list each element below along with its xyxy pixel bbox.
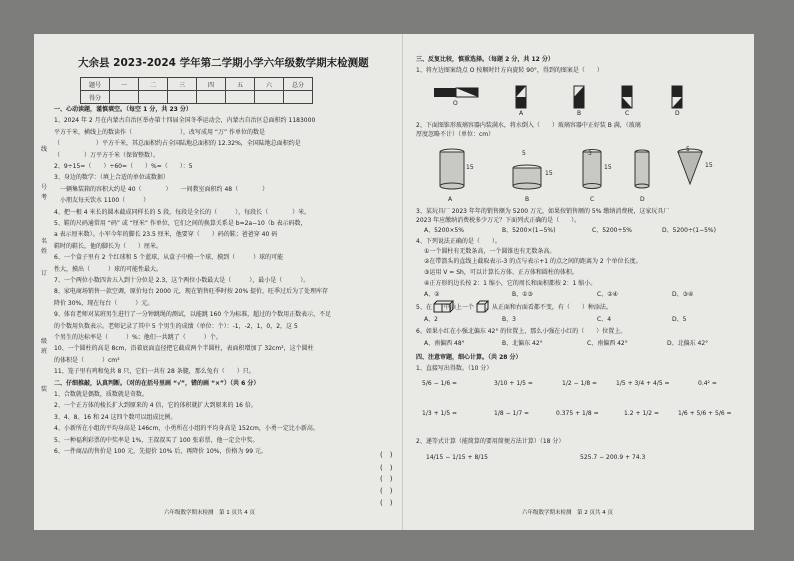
expression-2: 525.7 − 200.9 + 74.3	[580, 454, 646, 461]
calc-item: 1/2 − 1/8 =	[562, 380, 598, 387]
statement-item: ③运用 V = Sh，可以计算长方体、正方体和圆柱的体积。	[424, 269, 578, 276]
option-text: A、5200×5%	[424, 227, 464, 234]
question-line: 性大，摸出（ ）球的可能性最大。	[54, 265, 163, 273]
question-line: 4、小新所在小组的平均身高是 146cm，小勇所在小组的平均身高是 152cm，小勇一定比小新高。	[54, 425, 319, 433]
statement-item: ④正方形的边长按 2：1 缩小，它的周长和面积都按 2：1 缩小。	[424, 280, 597, 287]
option-text: C、4	[597, 316, 612, 323]
question-3-2: 2、下面图锥形玻璃容器内装满水，将水倒入（ ）玻璃容器中正好装 B 满，（玻璃	[416, 122, 641, 129]
option-label: D	[640, 196, 645, 203]
dimension-label: 3	[588, 150, 592, 157]
question-line: 3、4、8、16 和 24 这四个数可以组成比例。	[54, 413, 177, 421]
question-line: 2、一个正方体的棱长扩大到原来的 4 倍，它的体积就扩大到原来的 16 倍。	[54, 402, 257, 410]
score-cell: 六	[255, 78, 284, 91]
option-label: A	[448, 196, 453, 203]
question-line: 一辆集装箱的容积大约是 40（ ） 一间教室面积约 48（ ）	[54, 185, 269, 193]
option-a-pattern-icon	[516, 86, 526, 108]
option-text: B、北偏东 42°	[502, 340, 543, 347]
option-c-pattern-icon	[622, 86, 632, 108]
score-cell	[110, 91, 139, 104]
score-cell	[284, 91, 313, 104]
score-cell: 一	[110, 78, 139, 91]
question-line: 6、一件商品的售价是 100 元，先提价 10% 后，再降价 10%，价格为 99 元。	[54, 448, 267, 455]
option-label: C	[590, 196, 595, 203]
calc-item: 1/8 − 1/7 =	[494, 410, 530, 417]
option-label: B	[577, 110, 582, 117]
margin-label: 班	[40, 348, 47, 355]
margin-label: 姓	[40, 248, 47, 255]
calc-item: 3/10 + 1/5 =	[494, 380, 533, 387]
rotation-figures	[432, 84, 732, 116]
question-3-2-cont: 厚度忽略不计）（单位：cm）	[416, 131, 495, 138]
question-line: 小朋友每天饮水 1100（ ）	[54, 197, 150, 205]
calc-item: 1.2 + 1/2 =	[624, 410, 659, 417]
question-line: 2、9÷15=（ ）÷60=（ ）%=（ ）：5	[54, 163, 193, 170]
score-cell: 题号	[81, 78, 110, 91]
page-2	[402, 34, 754, 530]
score-cell: 二	[139, 78, 168, 91]
margin-label: 订	[40, 270, 47, 277]
option-text: A、2	[424, 316, 438, 323]
original-pattern-icon	[434, 88, 478, 97]
question-line: 的个数用负数表示。老师记录了其中 5 个男生的成绩（单位：个）：-1，-2，1，0，2，这 5	[54, 322, 298, 330]
option-text: B、①③	[512, 291, 533, 298]
question-line: 的体积是（ ）cm³	[54, 356, 120, 364]
calc-item: 1/3 + 1/5 =	[422, 410, 458, 417]
question-line: 降价 30%，现在每台（ ）元。	[54, 299, 154, 307]
calc-part-1: 1、直接写出得数。（10 分）	[416, 365, 493, 372]
option-label: A	[519, 110, 524, 117]
margin-label: 线	[40, 146, 47, 153]
dimension-label: 15	[705, 162, 713, 169]
question-line: 3、身边的数学：（填上合适的单位或数据）	[54, 174, 169, 182]
score-cell	[139, 91, 168, 104]
question-line: 11、笼子里有鸡和兔共 8 只，它们一共有 28 条腿，那么兔有（ ）只。	[54, 368, 255, 376]
question-3-5: 5、在 中添上一个 ，从正面和右面看都不变，有（ ）种添法。	[416, 304, 612, 311]
dimension-label: 5	[522, 150, 526, 157]
question-line: 7、一个两位小数四舍五入到十分位是 2.3，这个两位小数最大是（ ），最小是（ ）。	[54, 277, 310, 284]
score-cell	[197, 91, 226, 104]
cylinder-d-icon	[635, 150, 649, 188]
option-text: A、②	[424, 291, 440, 298]
question-line: 10、一个圆柱的高是 8cm，沿着底面直径把它截成两个半圆柱，表面积增加了 32cm²，这个圆柱	[54, 345, 314, 353]
question-3-4: 4、下列说法正确的是（ ）。	[416, 238, 501, 245]
margin-label: 装	[40, 386, 47, 393]
statement-item: ②在带箭头的直线上截取表示-3 的点与表示+1 的点之间的距离为 2 个单位长度。	[424, 258, 642, 265]
section-4-heading: 四、注意审题，细心计算。（共 28 分）	[416, 354, 522, 361]
question-line: 4、把一根 4 米长的圆木截成同样长的 5 段，每段是全长的（ ），每段长（ ）米。	[54, 208, 311, 216]
question-line: 鞋时的鞋长，他的脚长为（ ）厘米。	[54, 242, 163, 250]
answer-paren: ( )	[380, 451, 393, 459]
cone-container-icon	[678, 149, 702, 184]
dimension-label: 15	[545, 170, 553, 177]
expression-1: 14/15 − 1/15 + 8/15	[426, 454, 488, 461]
option-text: D、5	[672, 316, 687, 323]
question-line: 1、2024 年 2 月在内蒙古自治区举办第十四届全国冬季运动会，内蒙古自治区总面积约 1183000	[54, 117, 316, 125]
question-line: 平方千米，横线上的数读作（ ），改写成用 “万” 作单位的数是	[54, 128, 266, 136]
option-text: B、3	[502, 316, 516, 323]
margin-label: 号	[40, 184, 47, 191]
score-cell	[226, 91, 255, 104]
option-label: D	[675, 110, 680, 117]
score-cell: 四	[197, 78, 226, 91]
calc-item: 5/6 − 1/6 =	[422, 380, 458, 387]
calc-item: 0.375 + 1/8 =	[556, 410, 599, 417]
question-line: （ ）万平方千米（保留整数）。	[54, 151, 160, 159]
calc-item: 1/5 + 3/4 + 4/5 =	[616, 380, 670, 387]
option-text: A、南偏西 48°	[424, 340, 465, 347]
margin-label: 级	[40, 338, 47, 345]
calc-item: 0.4² =	[698, 380, 717, 387]
score-cell: 三	[168, 78, 197, 91]
answer-paren: ( )	[380, 464, 393, 472]
score-table	[80, 77, 313, 104]
center-point-label: O	[453, 100, 458, 107]
statement-item: ①一个圆柱有无数条高，一个圆锥也有无数条高。	[424, 248, 556, 255]
answer-paren: ( )	[380, 499, 393, 507]
option-b-pattern-icon	[574, 86, 584, 108]
score-cell: 五	[226, 78, 255, 91]
cube-figures	[433, 300, 493, 314]
question-3-3: 3、某玩具厂 2023 年年的销售额为 5200 万元，如果按销售额的 5% 缴纳消费税，这家玩具厂	[416, 208, 670, 215]
option-text: D、北偏东 42°	[667, 340, 709, 347]
dimension-label: 5	[686, 146, 690, 153]
score-cell	[168, 91, 197, 104]
calc-part-2: 2、递等式计算（能简算的要用简便方法计算）（18 分）	[416, 438, 565, 445]
page-2-footer: 六年级数学期末检测 第 2 页共 4 页	[522, 510, 613, 516]
option-text: B、5200×(1−5%)	[502, 227, 556, 234]
cylinder-a-icon	[440, 149, 464, 189]
answer-paren: ( )	[380, 487, 393, 495]
score-table-header-row	[81, 78, 313, 91]
score-table-score-row	[81, 91, 313, 104]
question-line: a 表示厘米数）。小军今年的脚长 23.5 厘米，他要穿（ ）码的鞋；爸爸穿 40 码	[54, 231, 278, 239]
question-line: 个男生的达标率是（ ）%；他们一共跳了（ ）个。	[54, 334, 222, 341]
question-line: 5、一种福利彩票的中奖率是 1%，王叔叔买了 100 张彩票，他一定会中奖。	[54, 436, 259, 444]
option-text: C、②④	[597, 291, 618, 298]
question-3-6: 6、如果小红在小强北偏东 42° 的位置上，那么小强在小红的（ ）位置上。	[416, 328, 627, 335]
dimension-label: 15	[466, 164, 474, 171]
dimension-label: 15	[604, 164, 612, 171]
margin-label: 考	[40, 194, 47, 201]
question-line: 5、鞋的尺码通常用 “码” 或 “厘米” 作单位，它们之间的换算关系是 b=2a−10（b 表示码数，	[54, 220, 307, 227]
page-1	[34, 34, 402, 530]
score-cell: 得分	[81, 91, 110, 104]
score-cell: 总分	[284, 78, 313, 91]
single-cube-icon	[477, 301, 488, 312]
question-line: 9、体育老师对某班男生进行了一分钟跳绳的测试，以能跳 160 个为标准，超过的个数用正数表示，不足	[54, 311, 332, 319]
question-3-3-cont: 2023 年应缴纳消费税多少万元？下面列式正确的是（ ）。	[416, 217, 581, 224]
section-heading: 二、仔细推敲，认真判断。（对的在括号里画 “√”，错的画 “×”）（共 6 分）	[54, 379, 260, 387]
cylinder-b-icon	[513, 165, 541, 189]
answer-paren: ( )	[380, 475, 393, 483]
question-3-1: 1、将左边图案绕点 O 按顺时针方向旋转 90°，得到的图案是（ ）	[416, 67, 603, 74]
question-line: 8、家电商场销售一款空调，原价每台 2000 元，现在销售旺季时按 20% 提价，旺季过后为了处理库存	[54, 288, 329, 296]
option-label: C	[625, 110, 630, 117]
exam-title: 大余县 2023-2024 学年第二学期小学六年级数学期末检测题	[78, 57, 369, 69]
page-1-footer: 六年级数学期末检测 第 1 页共 4 页	[164, 510, 255, 516]
question-line: 6、一个盒子里有 2 个红球和 5 个蓝球，从盒子中摸一个球，摸到（ ）球的可能	[54, 254, 284, 262]
option-text: C、5200÷5%	[592, 227, 633, 234]
option-label: B	[525, 196, 530, 203]
section-3-heading: 三、反复比较，慎重选择。（每题 2 分，共 12 分）	[416, 56, 554, 63]
option-text: D、③④	[672, 291, 694, 298]
scanned-exam-sheet	[34, 34, 754, 530]
calc-item: 1/6 + 5/6 + 5/6 =	[678, 410, 732, 417]
margin-label: 名	[40, 238, 47, 245]
section-heading: 一、心动读题，谨慎填空。（每空 1 分，共 23 分）	[54, 106, 192, 113]
question-line: （ ）平方千米，其总面积约占全国陆地总面积的 12.32%，全国陆地总面积约是	[54, 140, 301, 148]
score-cell	[255, 91, 284, 104]
cube-stack-icon	[434, 301, 453, 312]
option-d-pattern-icon	[672, 86, 682, 108]
cylinder-c-icon	[583, 150, 601, 189]
option-text: C、南偏西 42°	[587, 340, 628, 347]
question-line: 1、合数就是偶数，质数就是奇数。	[54, 391, 148, 398]
option-text: D、5200÷(1−5%)	[662, 227, 716, 234]
